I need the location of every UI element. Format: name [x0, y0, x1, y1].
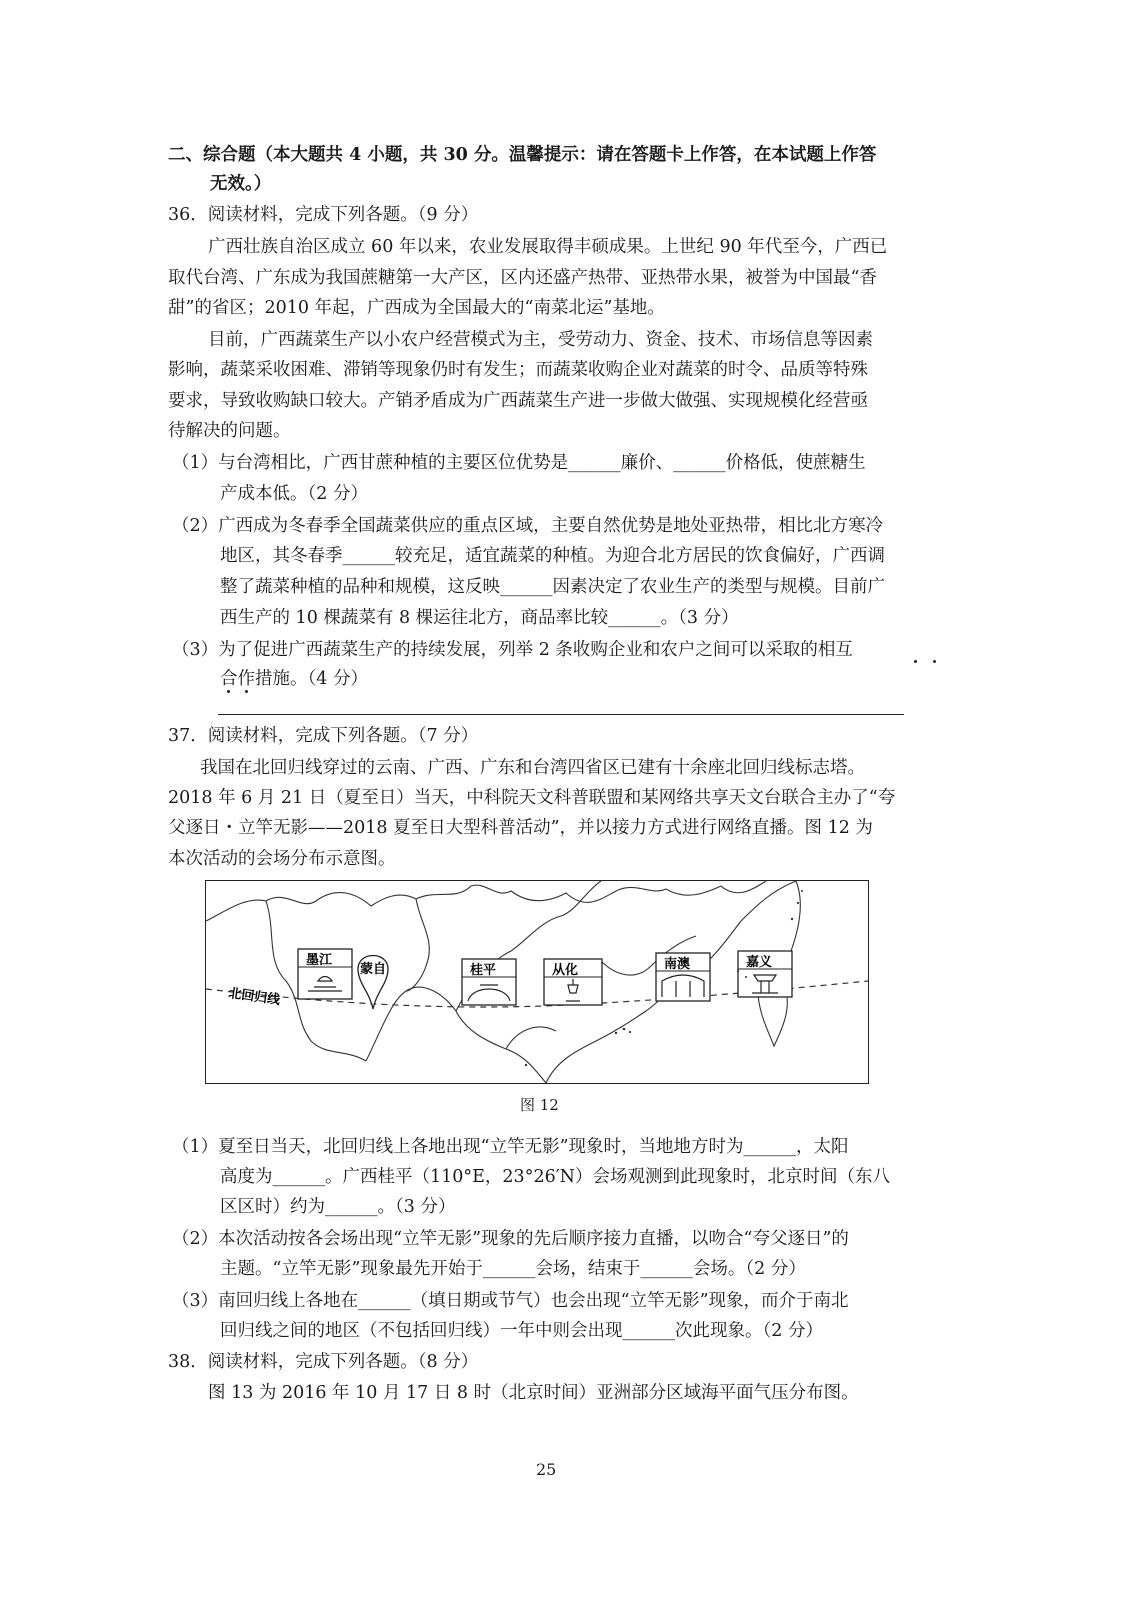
site-jiayi	[738, 951, 792, 997]
q37-sub-2: （2）本次活动按各会场出现“立竿无影”现象的先后顺序接力直播，以吻合“夸父逐日”的	[172, 1229, 849, 1249]
q37-paragraph: 我国在北回归线穿过的云南、广西、广东和台湾四省区已建有十余座北回归线标志塔。	[200, 758, 865, 778]
emphasis-dot	[914, 660, 917, 663]
emphasis-dot	[245, 690, 248, 693]
site-label: 从化	[552, 963, 579, 978]
site-conghua	[544, 959, 602, 1005]
q36-paragraph-2-line: 影响，蔬菜采收困难、滞销等现象仍时有发生；而蔬菜收购企业对蔬菜的时令、品质等特殊	[168, 360, 868, 380]
q36-paragraph-2-line: 要求，导致收购缺口较大。产销矛盾成为广西蔬菜生产进一步做大做强、实现规模化经营亟	[168, 391, 868, 411]
page-number: 25	[536, 1460, 557, 1479]
q37-sub-1-cont: 高度为______。广西桂平（110°E，23°26′N）会场观测到此现象时，北京时间（东八	[220, 1167, 890, 1187]
map-svg	[206, 881, 868, 1083]
figure-12-map	[205, 880, 869, 1084]
q36-sub-2-cont: 地区，其冬春季______较充足，适宜蔬菜的种植。为迎合北方居民的饮食偏好，广西调	[220, 546, 885, 566]
figure-caption: 图 12	[520, 1096, 559, 1114]
emphasis-dot	[933, 660, 936, 663]
site-label: 嘉义	[746, 955, 773, 970]
answer-line	[218, 714, 904, 715]
q36-paragraph-2: 目前，广西蔬菜生产以小农户经营模式为主，受劳动力、资金、技术、市场信息等因素	[208, 330, 873, 350]
q36-sub-3: （3）为了促进广西蔬菜生产的持续发展，列举 2 条收购企业和农户之间可以采取的相互	[172, 640, 853, 660]
q36-paragraph-1-line: 取代台湾、广东成为我国蔗糖第一大产区，区内还盛产热带、亚热带水果，被誉为中国最“香	[168, 268, 877, 288]
q37-title: 37．阅读材料，完成下列各题。（7 分）	[168, 726, 479, 746]
q36-paragraph-1-line: 甜”的省区；2010 年起，广西成为全国最大的“南菜北运”基地。	[168, 298, 665, 318]
q37-sub-1: （1）夏至日当天，北回归线上各地出现“立竿无影”现象时，当地地方时为______，太阳	[172, 1137, 849, 1157]
site-label: 蒙自	[360, 962, 387, 977]
q38-paragraph: 图 13 为 2016 年 10 月 17 日 8 时（北京时间）亚洲部分区域海平面气压分布图。	[208, 1383, 859, 1403]
tropic-label: 北回归线	[227, 986, 282, 1009]
border-guangxi	[366, 987, 546, 1083]
section-heading: 二、综合题（本大题共 4 小题，共 30 分。温馨提示：请在答题卡上作答，在本试题上作答	[168, 145, 877, 165]
site-guiping	[462, 959, 516, 1005]
q37-paragraph-line: 父逐日・立竿无影——2018 夏至日大型科普活动”，并以接力方式进行网络直播。图 12 为	[168, 818, 873, 838]
q36-sub-2-cont: 西生产的 10 棵蔬菜有 8 棵运往北方，商品率比较______。（3 分）	[220, 608, 739, 628]
q37-sub-1-cont: 区区时）约为______。（3 分）	[220, 1197, 456, 1217]
q36-sub-2-cont: 整了蔬菜种植的品种和规模，这反映______因素决定了农业生产的类型与规模。目前广	[220, 577, 885, 597]
q36-sub-2: （2）广西成为冬春季全国蔬菜供应的重点区域，主要自然优势是地处亚热带，相比北方寒冷	[172, 516, 884, 536]
q38-title: 38．阅读材料，完成下列各题。（8 分）	[168, 1352, 479, 1372]
section-heading-cont: 无效。）	[210, 174, 272, 194]
q37-sub-2-cont: 主题。“立竿无影”现象最先开始于______会场，结束于______会场。（2 分）	[220, 1259, 806, 1279]
q36-title: 36．阅读材料，完成下列各题。（9 分）	[168, 205, 479, 225]
q37-sub-3: （3）南回归线上各地在______（填日期或节气）也会出现“立竿无影”现象，而介于南北	[172, 1291, 849, 1311]
site-nanao	[656, 953, 710, 1001]
q36-sub-1-cont: 产成本低。（2 分）	[220, 484, 368, 504]
q37-sub-3-cont: 回归线之间的地区（不包括回归线）一年中则会出现______次此现象。（2 分）	[220, 1321, 823, 1341]
q36-paragraph-2-line: 待解决的问题。	[168, 421, 291, 441]
q37-paragraph-line: 2018 年 6 月 21 日（夏至日）当天，中科院天文科普联盟和某网络共享天文台联合主办了“夸	[168, 788, 896, 808]
site-mengzi	[358, 956, 388, 1010]
q37-paragraph-line: 本次活动的会场分布示意图。	[168, 849, 396, 869]
site-mojiang	[298, 949, 352, 999]
q36-sub-3-cont: 合作措施。（4 分）	[220, 669, 368, 689]
site-label: 南澳	[664, 957, 691, 972]
q36-sub-1: （1）与台湾相比，广西甘蔗种植的主要区位优势是______廉价、______价格低，使蔗糖生	[172, 453, 866, 473]
q36-paragraph-1: 广西壮族自治区成立 60 年以来，农业发展取得丰硕成果。上世纪 90 年代至今，广西已	[208, 237, 888, 257]
site-label: 桂平	[470, 963, 497, 978]
emphasis-dot	[227, 690, 230, 693]
site-label: 墨江	[306, 953, 333, 968]
